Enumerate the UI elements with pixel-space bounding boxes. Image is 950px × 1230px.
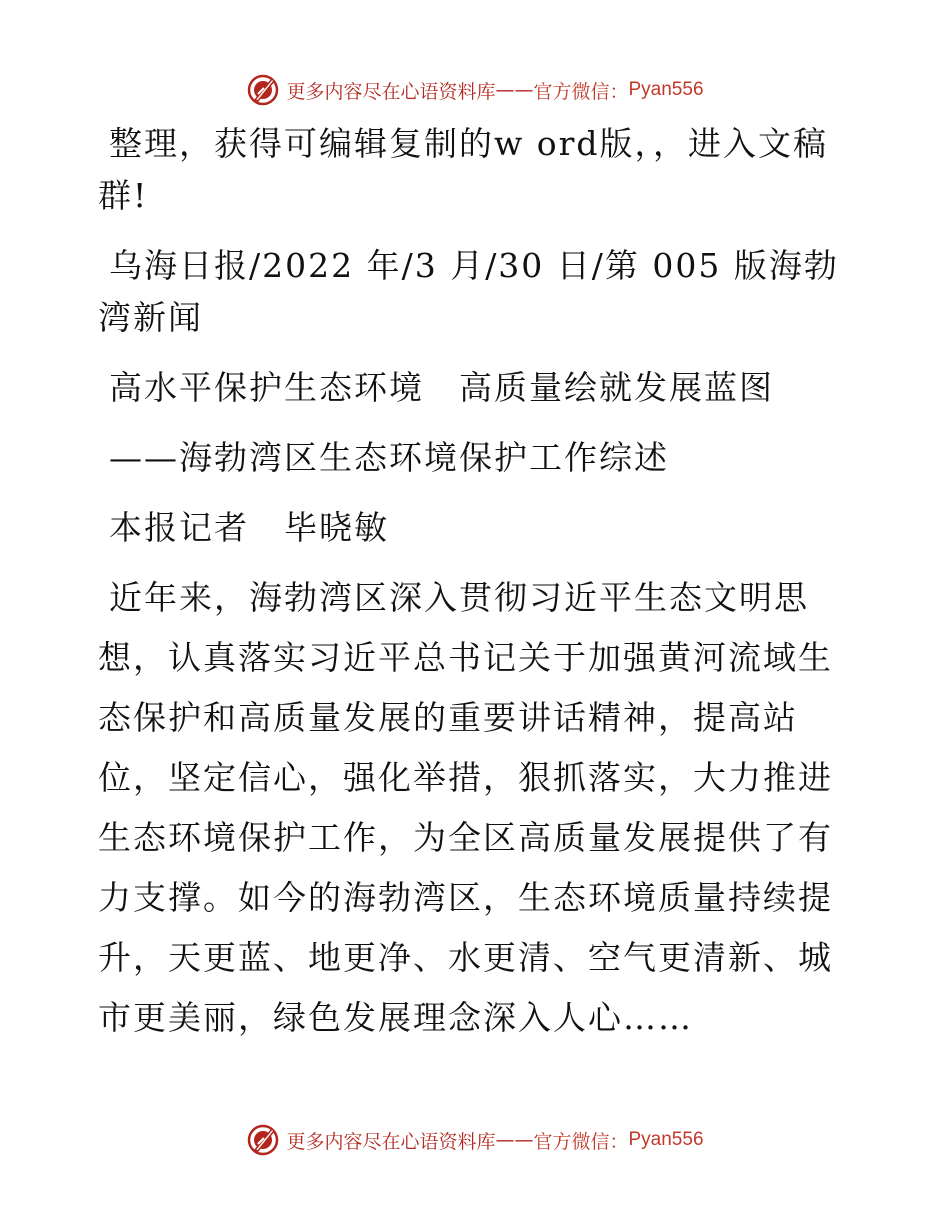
headline: 高水平保护生态环境 高质量绘就发展蓝图	[109, 368, 774, 407]
subheadline: ——海勃湾区生态环境保护工作综述	[109, 438, 669, 477]
banner-brand-text: 更多内容尽在心语资料库	[286, 1130, 496, 1153]
footer-banner	[0, 1120, 950, 1160]
header-banner	[0, 70, 950, 110]
source-line: 乌海日报/2022 年/3 月/30 日/第 005 版海勃湾新闻	[98, 246, 839, 337]
banner-wechat-label: 官方微信：	[533, 1130, 629, 1153]
quill-seal-icon	[246, 73, 280, 107]
banner-separator: ——	[495, 1129, 534, 1151]
banner-wechat-id: Pyan556	[628, 1129, 704, 1150]
banner-separator: ——	[495, 79, 534, 101]
banner-wechat-label: 官方微信：	[533, 80, 629, 103]
intro-paragraph: 整理，获得可编辑复制的w ord版，，进入文稿群!	[98, 124, 829, 215]
byline: 本报记者 毕晓敏	[109, 508, 389, 547]
banner-brand-text: 更多内容尽在心语资料库	[286, 80, 496, 103]
body-paragraph: 近年来，海勃湾区深入贯彻习近平生态文明思想，认真落实习近平总书记关于加强黄河流域生态保护和高质量发展的重要讲话精神，提高站位，坚定信心，强化举措，狠抓落实，大力推进生态环境保护工作，为全区高质量发展提供了有力支撑。如今的海勃湾区，生态环境质量持续提升，天更蓝、地更净、水更清、空气更清新、城市更美丽，绿色发展理念深入人心……	[98, 578, 833, 1037]
banner-wechat-id: Pyan556	[628, 79, 704, 100]
document-body	[98, 118, 858, 1066]
quill-seal-icon	[246, 1123, 280, 1157]
